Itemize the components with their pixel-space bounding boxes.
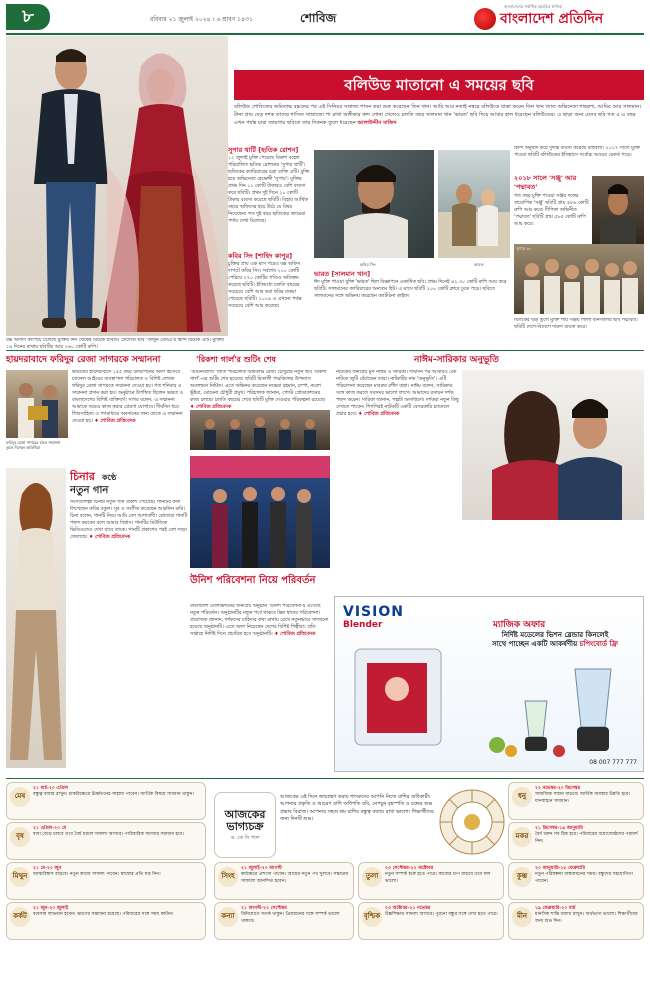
lead-col-kabir bbox=[228, 252, 310, 342]
subhead-super30: সুপার থার্টি [হৃতিক রোশন] bbox=[228, 146, 299, 154]
horoscope-libra bbox=[358, 862, 504, 900]
taurus-icon: বৃষ bbox=[10, 827, 30, 847]
story-china-title-3: নতুন গান bbox=[70, 485, 109, 496]
cancer-text: ব্যবসায় লাভবান হবেন। ভ্রমণের সম্ভাবনা রয়েছে। পরিবারের সঙ্গে সময় কাটান। bbox=[33, 912, 174, 918]
story-china-body bbox=[70, 500, 188, 770]
super30-crowd bbox=[514, 244, 644, 314]
horoscope-leo bbox=[214, 862, 354, 900]
taurus-text: বাধা বেড়ে চলবে তবে ধৈর্য ধরলে সাফল্য আসবে। পারিবারিক সমস্যার সমাধান হবে। bbox=[33, 832, 184, 838]
dateline: রবিবার ২১ জুলাই ২০২৪ । ৬ শ্রাবণ ১৪৩১ bbox=[150, 16, 253, 23]
aries-icon: মেষ bbox=[10, 787, 30, 807]
ad-free-text: চপিংবোর্ড ফ্রি bbox=[579, 640, 618, 649]
brand-tagline: বাংলাদেশের সর্বাধিক প্রচারিত দৈনিক bbox=[504, 4, 562, 9]
ad-text-line2: সাথে পাচ্ছেন একটি আকর্ষণীয় bbox=[492, 640, 578, 649]
capricorn-icon: মকর bbox=[512, 827, 532, 847]
masthead-logo[interactable] bbox=[474, 6, 644, 32]
horoscope-scorpio bbox=[358, 902, 504, 940]
leo-range: ২১ জুলাই-২০ আগস্ট bbox=[241, 866, 282, 871]
horoscope-gemini bbox=[6, 862, 206, 900]
gemini-range: ২১ মে-২০ জুন bbox=[33, 866, 62, 871]
lead-bottom-rule bbox=[6, 350, 644, 351]
libra-icon: তুলা bbox=[362, 867, 382, 887]
scorpio-icon: বৃশ্চিক bbox=[362, 907, 382, 927]
aquarius-text: নতুন পরিকল্পনা বাস্তবায়নের সময়। বন্ধুদের সহযোগিতা পাবেন। bbox=[535, 872, 633, 884]
chopping-board-icon bbox=[345, 641, 455, 751]
taurus-range: ২১ এপ্রিল-২০ মে bbox=[33, 826, 67, 831]
gemini-text: আত্মবিশ্বাস বাড়বে। নতুন কাজে সাফল্য পাবেন। স্বাস্থ্যের প্রতি যত্ন নিন। bbox=[33, 872, 161, 878]
horoscope-title-box bbox=[214, 792, 276, 858]
china-photo bbox=[6, 468, 66, 768]
lead-intro-text: বলিউড শোবিজের অমিতাভ বচ্চনের পর এই সিনিয়র সম্রাজ্য শাসন করা শুরু করেছেন তিন খান। আমি আর নতাই নম্বরে বলিউডে যাত্রা করেন তিন খান খ্যাত অভিনেতা শাহরুখ, আমির আর সালমান। টানা প্রায় দেড় দশক তাদের শাসিত সাম্রাজ্যে পা রাখা অঙ্গীকার কন্দ শোনা গেলেও চলতি বছর সালমান খান 'ভারত' ছবি দিয়ে আবার হাল ধরেছেন বলিউডের। এ ছাড়া অন্য যেসব ছবি গত ৫ এ বছর এখন পর্যন্ত যারা জায়গার ছবিতে তার দিকনক তুলে ধরেছেন bbox=[234, 104, 642, 126]
lead-col-right-top bbox=[514, 146, 644, 170]
presenters-figure bbox=[190, 456, 330, 568]
sanju-figure bbox=[592, 176, 644, 250]
horoscope-virgo bbox=[214, 902, 354, 940]
pisces-icon: মীন bbox=[512, 907, 532, 927]
kabir-caption: কবির সিং bbox=[360, 262, 376, 267]
subhead-bharat: ভারত [সালমান খান] bbox=[314, 270, 371, 278]
libra-text: নতুন সম্পর্ক শুরু হতে পারে। কাজের চাপ বাড়বে তবে ফল ভালো। bbox=[385, 872, 491, 884]
story-rickshaw-body bbox=[190, 370, 330, 408]
gemini-icon: মিথুন bbox=[10, 867, 30, 887]
lead-intro bbox=[234, 104, 644, 127]
lead-col-bottom bbox=[6, 338, 228, 348]
sanju-photo bbox=[592, 176, 644, 250]
sagittarius-text: সামাজিক সম্মান বাড়বে। আর্থিক অবস্থার উন্নতি হবে। যানবাহনে সাবধান। bbox=[535, 792, 631, 804]
hyderabad-text: ভারতের হায়দরাবাদে ১৫৫ বছর উদযাপনের অংশ হিসেবে চ্যানেল আইয়ের ব্যবস্থাপনা পরিচালক ও বিশিষ্ট লেখক ফরিদুর রেজা সাগরকে সম্মাননা দেওয়া হয়। গত শনিবার এ সম্মাননা প্রদান করা হয়। অনুষ্ঠানে উপস্থিত ছিলেন ভারত ও বাংলাদেশের বিশিষ্ট ব্যক্তিবর্গ। সাগর বলেন, এ সম্মাননা আমাকে আরও কাজ করার প্রেরণা যোগাবে। দীর্ঘদিন ধরে শিশুসাহিত্য ও গণমাধ্যমে অবদানের জন্য তাকে এ সম্মাননা দেওয়া হয়। bbox=[72, 370, 184, 424]
rickshaw-photo bbox=[190, 410, 330, 450]
horoscope-sagittarius bbox=[508, 782, 644, 820]
capricorn-range: ২১ ডিসেম্বর-১৯ জানুয়ারি bbox=[535, 826, 583, 831]
bharat-text: ঈদ মুক্তি পাওয়া মুক্তি 'ভারত' ছিল বিজ্ঞাপনে একাধিক ছবি। প্রথম দিনেই ৪২.৩০ কোটি রুপি আয় করে ছবিটি। সালমানের ক্যারিয়ারের অন্যতম হিট। এ মাসে ছবিটি ২০০ কোটি ক্লাবে ঢুকে পড়ে। ছবিতে সালমানের সঙ্গে অভিনয় করেছেন ক্যাটরিনা কাইফ। bbox=[314, 280, 507, 300]
sanju-text: গত বছর মুক্তি পাওয়া সঞ্জয় দত্তের বায়োপিক 'সঞ্জু' ছবিটি প্রায় ৫৮৬ কোটি রুপি আয় করে। দীপিকা অভিনীত 'পদ্মাবত' ছবিটি প্রায় ৫৮৫ কোটি রুপি আয় করে। bbox=[514, 193, 589, 227]
cancer-range: ২১ জুন-২০ জুলাই bbox=[33, 906, 69, 911]
lead-col2-text: বক্স অফিস কাঁপিয়ে চলেছে মুক্তির দিন থেকেই রিমেক ছবিটি। তেলেগু ছবি 'অর্জুন রেড্ডি'র হিন্দি রিমেক এটি। মুক্তির ২৯ দিনের মাথায় ছবিটির আয় ২৬০ কোটি রুপি। bbox=[6, 338, 224, 348]
ad-product: Blender bbox=[343, 620, 383, 630]
story-china-title-1: চিনার bbox=[70, 470, 95, 483]
libra-range: ২৩ সেপ্টেম্বর-২২ অক্টোবর bbox=[385, 866, 434, 871]
bharat-figure bbox=[438, 150, 510, 258]
unish-byline: ♦ শোবিজ প্রতিবেদক bbox=[274, 631, 316, 637]
lead-col-super30 bbox=[228, 146, 310, 246]
unish-text: বাংলাদেশ টেলিভিশনের জনপ্রিয় অনুষ্ঠান 'উনিশ পরিবেশনা'য় এসেছে নতুন পরিবর্তন। অনুষ্ঠানটির নতুন পর্বে থাকবে ভিন্ন স্বাদের পরিবেশনা। প্রযোজক জানান, দর্শকদের চাহিদার কথা মাথায় রেখে নতুনভাবে সাজানো হয়েছে অনুষ্ঠানটি। এতে অংশ নিয়েছেন দেশের বিশিষ্ট শিল্পীরা। প্রতি সপ্তাহে নির্দিষ্ট দিনে প্রচারিত হবে অনুষ্ঠানটি। bbox=[190, 604, 329, 637]
rickshaw-team-figure bbox=[190, 410, 330, 450]
super30-text: ১২ জুলাই মুক্তি পেয়েছে বিকাশ বহেল পরিচালিত হৃতিক রোশনের 'সুপার থার্টি'। হৃতিকের ক্যারিয়ারের চড়া ব্যক্তি এটি। মুক্তি হয়ে অভিনেতা হেভেন্সী 'সুপার'। মুক্তির প্রথম দিন ১১ কোটি টাকারও বেশি ব্যবসা করে ছবিটি। প্রথম দুই দিনে ২০ কোটি টাকার ব্যবসা করেছে ছবিটি। বিহার আর্থিক বছরে অফিসের হয়ে উঠে যে বিষয় নিয়েছেন। গত দুই বছর হৃতিকের ক্যামেরা পর্দায় দেখা মিলেছে। bbox=[228, 156, 310, 224]
ad-offer: ম্যাজিক অফার bbox=[493, 620, 546, 630]
story-hyderabad-title: হায়দরাবাদে ফরিদুর রেজা সাগরকে সম্মাননা bbox=[6, 355, 161, 365]
award-ceremony-figure bbox=[6, 370, 68, 438]
horoscope-title: আজকের ভাগ্যচক্র bbox=[224, 807, 266, 833]
vision-blender-ad[interactable] bbox=[334, 596, 644, 772]
story-hyderabad-body bbox=[72, 370, 184, 450]
pisces-text: মানসিক শান্তি বজায় রাখুন। অর্থভাগ্য ভালো। শিক্ষার্থীদের জন্য শুভ দিন। bbox=[535, 912, 638, 924]
horoscope-author: ড. কে সি পাল bbox=[230, 834, 260, 841]
naim-byline: ♦ শোবিজ প্রতিবেদক bbox=[358, 411, 400, 417]
china-text: সংগীতশিল্পী চিনার নতুন গান প্রকাশ পেয়েছে। গানটির কথা লিখেছেন কবির বকুল। সুর ও সংগীত করেছেন আরফিন রুমি। চিনা বলেন, গানটি নিয়ে আমি বেশ আশাবাদী। শ্রোতারা গানটি পছন্দ করবেন বলে আমার বিশ্বাস। গানটির মিউজিক ভিডিওতেও দেখা যাবে তাকে। গানটি প্রকাশের পরই বেশ সাড়া ফেলেছে। bbox=[70, 500, 188, 540]
scorpio-text: উচ্চশিক্ষায় সাফল্য আসবে। পুরনো বন্ধুর সঙ্গে দেখা হতে পারে। bbox=[385, 912, 498, 918]
pisces-range: ১৯ ফেব্রুয়ারি-২০ মার্চ bbox=[535, 906, 576, 911]
rickshaw-text: 'আয়নাবাজি' খ্যাত পরিচালক অমিতাভ রেজা চৌধুরীর নতুন ছবি 'রিকশা গার্ল'-এর শুটিং শেষ হয়েছে। ছবিটি মিতালী পারকিন্সের উপন্যাস অবলম্বনে নির্মিত। এতে অভিনয় করেছেন নভেরা রহমান, চম্পা, নরেশ ভূঁইয়া, মোমেনা চৌধুরী প্রমুখ। পরিচালক জানান, পোস্ট প্রোডাকশনের কাজ চলছে। চলতি বছরের শেষে ছবিটি মুক্তি দেওয়ার পরিকল্পনা রয়েছে। bbox=[190, 370, 327, 403]
unish-photo bbox=[190, 456, 330, 568]
subhead-kabir-singh: কবির সিং [শাহিদ কাপুর] bbox=[228, 252, 293, 260]
kabir-singh-figure bbox=[314, 150, 434, 258]
rickshaw-byline: ♦ শোবিজ প্রতিবেদক bbox=[190, 404, 232, 408]
aquarius-range: ২০ জানুয়ারি-১৮ ফেব্রুয়ারি bbox=[535, 866, 586, 871]
horoscope-rule bbox=[6, 778, 644, 779]
super30-caption: সুপার ৩০ bbox=[516, 246, 532, 251]
horoscope-taurus bbox=[6, 822, 206, 860]
section-title: শোবিজ bbox=[300, 11, 337, 25]
header-rule bbox=[6, 33, 644, 35]
ad-brand: VISION bbox=[343, 604, 404, 620]
story-naim-title: নাঈম-সারিকার অনুভূতি bbox=[414, 355, 499, 365]
ad-text bbox=[475, 631, 635, 650]
sagittarius-range: ২২ নভেম্বর-২০ ডিসেম্বর bbox=[535, 786, 581, 791]
ad-text-line1: নির্দিষ্ট মডেলের ভিশন ব্লেন্ডার কিনলেই bbox=[501, 631, 609, 639]
leo-text: কর্মক্ষেত্রে প্রশংসা পাবেন। আয়ের নতুন পথ খুলবে। সন্তানের সাফল্যে আনন্দিত হবেন। bbox=[241, 872, 349, 884]
hyderabad-caption: ফরিদুর রেজা সাগরের হাতে সম্মাননা তুলে দিচ্ছেন অতিথিরা bbox=[6, 440, 61, 451]
brand-name: বাংলাদেশ প্রতিদিন bbox=[500, 10, 604, 27]
aries-text: বন্ধুত্ব বজায় রাখুন। চাকরিক্ষেত্রে ঊর্ধ্বতনের সাহায্য পাবেন। আর্থিক বিষয়ে সাবধান থাকুন। bbox=[33, 792, 194, 798]
brand-logo-icon bbox=[474, 8, 496, 30]
capricorn-text: ধৈর্য ধরুন সব ঠিক হবে। পরিবারের বয়োজ্যেষ্ঠদের পরামর্শ নিন। bbox=[535, 832, 638, 844]
ad-phone: 08 007 777 777 bbox=[589, 758, 637, 766]
virgo-range: ২১ আগস্ট-২২ সেপ্টেম্বর bbox=[241, 906, 287, 911]
couple-figure bbox=[462, 370, 644, 520]
super30-photo bbox=[514, 244, 644, 314]
blender-icon bbox=[485, 661, 635, 761]
cancer-icon: কর্কট bbox=[10, 907, 30, 927]
padmaavat-text: বিতর্কের ঝড় তুলে মুক্তি পায় সঞ্জয় লীলা বানসালির ছবি পদ্মাবত। ছবিটি দেশে-বিদেশে দারুণ ব্যবসা করে। bbox=[514, 318, 638, 330]
naim-text: নাটকের জনপ্রিয় মুখ নাঈম ও সারিকা। দীর্ঘদিন পর আবারও এক নাটকে জুটি বেঁধেছেন তারা। নাটকটির নাম 'অনুভূতি'। এটি পরিচালনা করেছেন মাবরুর রশীদ বান্না। নাঈম বলেন, সারিকার সঙ্গে কাজ করতে সবসময় ভালো লাগে। আমাদের রসায়ন দর্শক পছন্দ করেন। সারিকা জানান, গল্পটা অসাধারণ। দর্শকরা নতুন কিছু দেখতে পাবেন। শিগগিরই নাটকটি একটি বেসরকারি চ্যানেলে প্রচার হবে। bbox=[336, 370, 459, 417]
lead-col-bharat bbox=[314, 270, 510, 346]
horoscope-aries bbox=[6, 782, 206, 820]
bharat-caption: ভারত bbox=[474, 262, 484, 267]
kabir-singh-photo bbox=[314, 150, 434, 258]
virgo-text: বিনিয়োগে সতর্ক থাকুন। প্রিয়জনের সঙ্গে সম্পর্ক ভালো থাকবে। bbox=[241, 912, 340, 924]
lead-author: আলাউদ্দীন মাজিদ bbox=[357, 119, 397, 126]
kabir-singh-text: চুক্তির প্রায় এক মাস পরেও বক্স অফিস দাপটে কবির সিং। সর্বশেষ ২০০ কোটি পেরিয়ে ২৭০ কোটির গণ্ডিও অতিক্রম করেছে ছবিটি। ইতিমধ্যে চলতি বছরের সবচেয়ে বেশি আয় করা ছবির তকমা পেয়েছে ছবিটি। ২০১৯ এ এখনো পর্যন্ত সবচেয়ে বেশি আয় করেছে। bbox=[228, 262, 302, 310]
lead-col-sanju bbox=[514, 174, 590, 240]
story-rickshaw-title: 'রিকশা গার্ল'র শুটিং শেষ bbox=[196, 354, 276, 364]
sagittarius-icon: ধনু bbox=[512, 787, 532, 807]
horoscope-intro: আজকের এই দিনে জন্মগ্রহণ করায় শাসকদের আপনি নিজে রাশির অধিকারী। আপনার প্রকৃতি ও আচরণ রাশি অধিপতি রবি, নেপচুন বৃহস্পতি ও চন্দ্রের শুভ প্রভাব বিরাজ। আপনার সহজ শ্রম রাশির বন্ধুত্ব বজায় রাখা ভালো। শিক্ষার্থীদের জন্য দিনটি শুভ। bbox=[280, 794, 434, 822]
page-number: ৮ bbox=[6, 4, 50, 30]
story-naim-body bbox=[336, 370, 460, 590]
horoscope-aquarius bbox=[508, 862, 644, 900]
story-unish-body bbox=[190, 604, 330, 774]
aquarius-icon: কুম্ভ bbox=[512, 867, 532, 887]
lead-col-padmaavat bbox=[514, 318, 644, 348]
story-china-title-2: কণ্ঠে bbox=[102, 472, 117, 482]
singer-figure bbox=[6, 468, 66, 768]
actress-figure bbox=[101, 46, 226, 336]
lead-headline-bar bbox=[234, 70, 644, 100]
leo-icon: সিংহ bbox=[218, 867, 238, 887]
right-col-text: হিন্দি অনুবাদ করে দুর্দান্ত ব্যবসা করেছে বাহুবলী। ২০১৭ সালে মুক্তি পাওয়া ছবিটি বলিউডের ইতিহাসে সর্বোচ্চ আয়ের রেকর্ড গড়ে। bbox=[514, 146, 640, 158]
aries-range: ২১ মার্চ-২০ এপ্রিল bbox=[33, 786, 69, 791]
horoscope-pisces bbox=[508, 902, 644, 940]
hyderabad-photo bbox=[6, 370, 68, 438]
bharat-photo bbox=[438, 150, 510, 258]
china-byline: ♦ শোবিজ প্রতিবেদক bbox=[89, 534, 131, 540]
subhead-sanju-padmaavat: ২০১৮ সালে 'সঞ্জু' আর 'পদ্মাবত' bbox=[514, 174, 577, 192]
story-unish-title: উনিশ পরিবেশনা নিয়ে পরিবর্তন bbox=[190, 575, 316, 586]
lead-photo bbox=[6, 36, 228, 336]
virgo-icon: কন্যা bbox=[218, 907, 238, 927]
zodiac-wheel-icon bbox=[438, 788, 506, 856]
lead-headline: বলিউড মাতানো এ সময়ের ছবি bbox=[344, 75, 534, 94]
hyderabad-byline: ♦ শোবিজ প্রতিবেদক bbox=[94, 418, 136, 424]
scorpio-range: ২৩ অক্টোবর-২১ নভেম্বর bbox=[385, 906, 431, 911]
naim-sarika-photo bbox=[462, 370, 644, 520]
horoscope-cancer bbox=[6, 902, 206, 940]
horoscope-capricorn bbox=[508, 822, 644, 860]
